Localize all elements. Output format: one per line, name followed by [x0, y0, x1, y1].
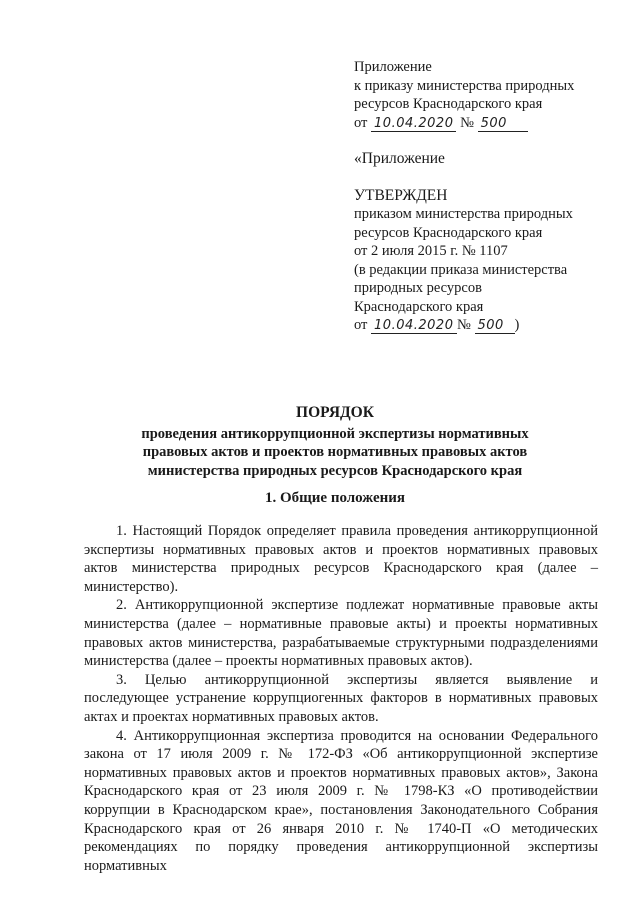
appendix-block	[354, 58, 624, 335]
approval-line-4: ресурсов Краснодарского края	[354, 224, 543, 241]
approval-appendix-label: «Приложение	[354, 150, 445, 167]
appendix-line-4	[354, 114, 624, 133]
title-line-2: правовых актов и проектов нормативных правовых актов	[142, 444, 528, 460]
section-heading: 1. Общие положения	[264, 490, 406, 506]
approval-closing-paren: )	[514, 317, 520, 333]
approval-line-7: природных ресурсов	[354, 280, 482, 296]
title-line-3: министерства природных ресурсов Краснодарского края	[147, 462, 523, 479]
appendix-line-2: к приказу министерства природных	[354, 77, 575, 94]
appendix-number-sign: №	[460, 114, 474, 131]
approval-handwritten-number: 500	[475, 319, 515, 334]
approval-date-prefix: от	[354, 317, 368, 333]
paragraph-4: 4. Антикоррупционная экспертиза проводится на основании Федерального закона от 17 июля 2009 г. № 172-ФЗ «Об антикоррупционной экспертизе нормативных правовых актов и проектов нормативных правовых актов», Закона Краснодарского края от 23 июля 2009 г. № 1798-КЗ «О противодействии коррупции в Краснодарском крае», постановления Законодательного Собрания Краснодарского края от 26 января 2010 г. № 1740-П «О методических рекомендациях по порядку проведения антикоррупционной экспертизы нормативных	[84, 727, 598, 874]
approval-line-9	[354, 316, 624, 335]
appendix-date-prefix: от	[354, 114, 368, 131]
paragraph-3: 3. Целью антикоррупционной экспертизы является выявление и последующее устранение коррупциогенных факторов в нормативных правовых актах и проектах нормативных правовых актов.	[84, 671, 598, 725]
approval-number-sign: №	[457, 317, 471, 333]
title-line-1: проведения антикоррупционной экспертизы нормативных	[141, 425, 529, 442]
appendix-handwritten-date: 10.04.2020	[371, 117, 456, 132]
title-main: ПОРЯДОК	[296, 404, 374, 421]
approval-line-6: (в редакции приказа министерства	[354, 261, 568, 278]
approval-line-3: приказом министерства природных	[354, 206, 573, 222]
appendix-handwritten-number: 500	[478, 117, 528, 132]
approval-line-5: от 2 июля 2015 г. № 1107	[354, 243, 508, 259]
paragraph-1: 1. Настоящий Порядок определяет правила проведения антикоррупционной экспертизы нормативных правовых актов и проектов нормативных правовых актов министерства природных ресурсов Краснодарского края (далее – министерство).	[84, 523, 598, 595]
approval-handwritten-date: 10.04.2020	[371, 319, 457, 334]
document-title	[110, 404, 560, 480]
appendix-line-1: Приложение	[354, 59, 432, 75]
appendix-line-3: ресурсов Краснодарского края	[354, 96, 543, 112]
paragraph-2: 2. Антикоррупционной экспертизе подлежат нормативные правовые акты министерства (далее – нормативные правовые акты) и проекты нормативных правовых актов министерства, разрабатываемые структурными подразделениями министерства (далее – проекты нормативных правовых актов).	[84, 597, 598, 670]
approval-line-8: Краснодарского края	[354, 298, 484, 315]
approval-heading: УТВЕРЖДЕН	[354, 186, 448, 204]
body-text	[84, 522, 598, 875]
